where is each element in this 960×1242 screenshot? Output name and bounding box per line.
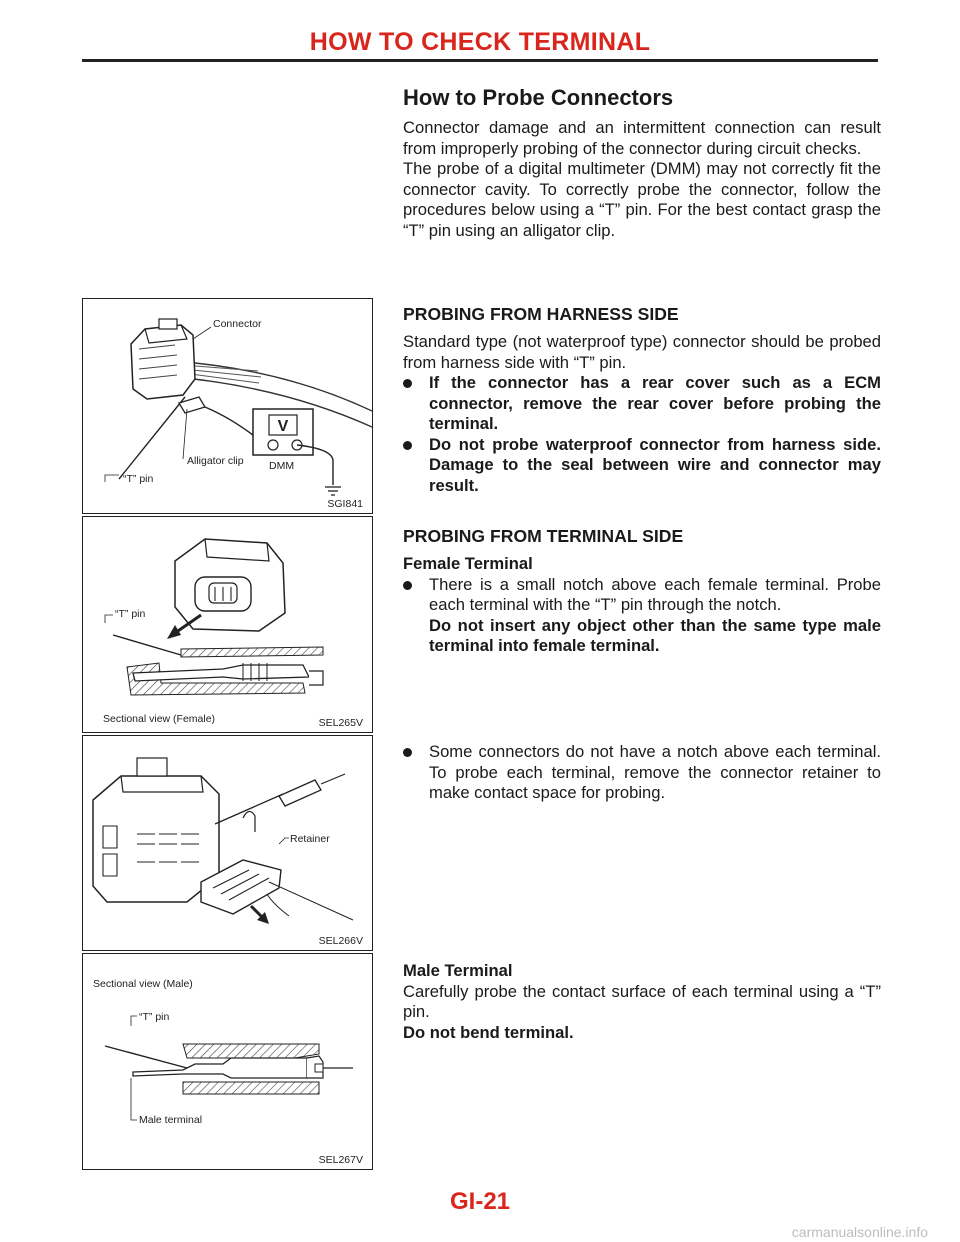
figure-sgi841 — [82, 298, 373, 514]
female-bullet-text: There is a small notch above each female terminal. Probe each terminal with the “T” pin through the notch. — [429, 574, 881, 614]
female-terminal-title: Female Terminal — [403, 554, 533, 573]
figure-sel265v — [82, 516, 373, 733]
figure-id: SGI841 — [327, 498, 363, 510]
retainer-section — [403, 742, 881, 804]
harness-side-body: Standard type (not waterproof type) connector should be probed from harness side with “T” pin. — [403, 332, 881, 372]
male-terminal-text: Carefully probe the contact surface of each terminal using a “T” pin. — [403, 981, 881, 1021]
figure-sel267v — [82, 953, 373, 1170]
dmm-meter-label: V — [277, 418, 289, 435]
terminal-side-section — [403, 525, 881, 657]
page-number: GI-21 — [449, 1188, 511, 1215]
bullet-icon — [403, 581, 412, 590]
harness-bullet-2 — [403, 435, 881, 497]
label-alligator-clip: Alligator clip — [187, 455, 244, 467]
figure-sgi841-drawing — [83, 299, 372, 513]
connector-shape — [131, 319, 195, 399]
male-terminal-section — [403, 961, 881, 1043]
dmm-shape — [253, 409, 341, 495]
figure-id: SEL266V — [318, 935, 363, 947]
section-title: How to Probe Connectors — [403, 85, 674, 110]
harness-bullet-1-text: If the connector has a rear cover such as a ECM connector, remove the rear cover before probing the terminal. — [429, 373, 881, 433]
retainer-bullet-text: Some connectors do not have a notch above each terminal. To probe each terminal, remove the connector retainer to make contact space for probing. — [429, 742, 881, 802]
label-connector: Connector — [213, 318, 262, 330]
terminal-side-title: PROBING FROM TERMINAL SIDE — [403, 526, 684, 546]
figure-sel267v-drawing — [83, 954, 372, 1169]
figure-id: SEL267V — [318, 1154, 363, 1166]
female-bullet — [403, 575, 881, 657]
harness-bullet-1 — [403, 373, 881, 435]
page-header-title: HOW TO CHECK TERMINAL — [309, 28, 651, 56]
retainer-bullet — [403, 742, 881, 804]
header-rule — [82, 59, 878, 62]
label-dmm: DMM — [269, 460, 295, 472]
bullet-icon — [403, 748, 412, 757]
label-t-pin: “T” pin — [115, 608, 146, 620]
label-sectional-view-female: Sectional view (Female) — [103, 713, 216, 725]
t-pin-shape — [119, 397, 185, 479]
figure-id: SEL265V — [318, 717, 363, 729]
intro-paragraph-2: The probe of a digital multimeter (DMM) may not correctly fit the connector cavity. To correctly probe the connector, follow the procedures below using a “T” pin. For the best contact grasp the “T” pin using an alligator clip. — [403, 159, 881, 240]
label-retainer: Retainer — [290, 833, 330, 845]
connector-with-retainer-shape — [93, 758, 219, 902]
label-t-pin: “T” pin — [139, 1011, 170, 1023]
male-terminal-title: Male Terminal — [403, 961, 513, 980]
harness-bullet-2-text: Do not probe waterproof connector from harness side. Damage to the seal between wire and connector may result. — [429, 434, 881, 495]
figure-sel265v-drawing — [83, 517, 372, 732]
bullet-icon — [403, 379, 412, 388]
female-connector-shape — [175, 539, 285, 631]
t-pin-shape — [113, 635, 181, 655]
female-bullet-warning: Do not insert any object other than the same type male terminal into female terminal. — [429, 615, 881, 655]
harness-side-title: PROBING FROM HARNESS SIDE — [403, 304, 679, 324]
t-pin-shape — [105, 1046, 187, 1068]
label-sectional-view-male: Sectional view (Male) — [93, 978, 193, 990]
intro-paragraph-1: Connector damage and an intermittent connection can result from improperly probing of the connector during circuit checks. — [403, 118, 881, 158]
figure-sel266v — [82, 735, 373, 951]
intro-section — [403, 84, 881, 241]
harness-side-section — [403, 303, 881, 496]
watermark: carmanualsonline.info — [791, 1224, 928, 1240]
label-male-terminal: Male terminal — [139, 1114, 203, 1126]
male-terminal-warning: Do not bend terminal. — [403, 1022, 574, 1042]
figure-sel266v-drawing — [83, 736, 372, 950]
bullet-icon — [403, 441, 412, 450]
label-t-pin: “T” pin — [123, 473, 154, 485]
